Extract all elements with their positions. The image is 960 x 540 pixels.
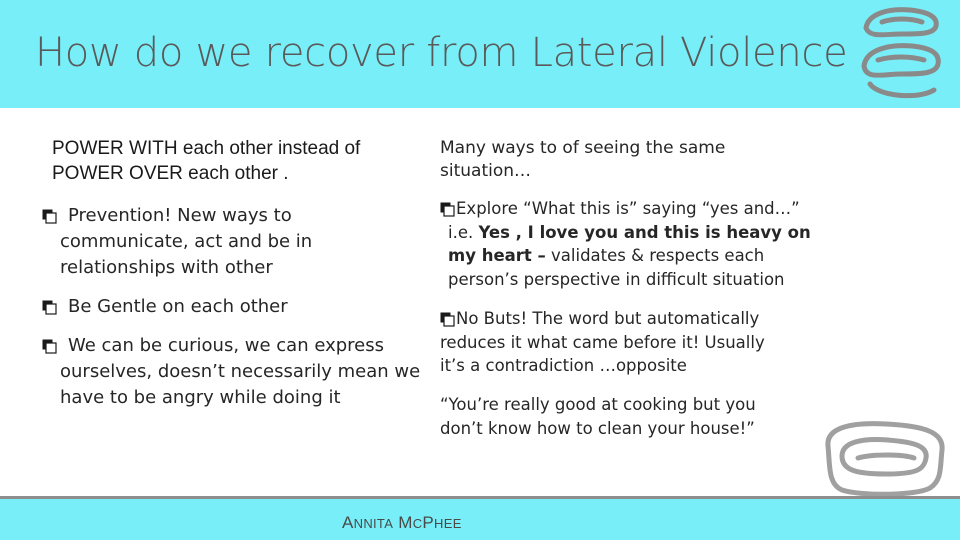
author-part: M xyxy=(398,513,413,532)
left-heading-line: POWER OVER each other . xyxy=(52,163,289,184)
bullet-line: Explore “What this is” saying “yes and…” xyxy=(456,199,800,218)
footer-band xyxy=(0,499,960,540)
bullet-line: it’s a contradiction …opposite xyxy=(440,356,687,375)
checkbox-bullet-icon xyxy=(42,300,57,315)
bullet-line: We can be curious, we can express xyxy=(68,335,385,356)
left-heading-line: POWER WITH each other instead of xyxy=(52,138,361,159)
left-heading xyxy=(52,136,452,186)
quote-line: don’t know how to clean your house!” xyxy=(440,418,755,438)
bullet-line: ourselves, doesn’t necessarily mean we xyxy=(60,361,421,382)
bullet-line: reduces it what came before it! Usually xyxy=(440,332,765,352)
bullet-body xyxy=(448,221,818,292)
left-bullet-gentle xyxy=(60,294,420,320)
author-part: NNITA xyxy=(353,516,394,531)
left-bullet-curious xyxy=(60,333,445,411)
formline-box-icon xyxy=(820,416,950,498)
quote-line: “You’re really good at cooking but you xyxy=(440,395,756,414)
author-name xyxy=(342,513,462,533)
bullet-rest: validates & respects each person’s perspective in difficult situation xyxy=(448,246,785,289)
right-bullet-no-buts xyxy=(440,307,818,378)
right-heading: Many ways to of seeing the same situation… xyxy=(440,138,726,181)
author-part: A xyxy=(342,513,354,532)
author-part: HEE xyxy=(434,516,462,531)
checkbox-bullet-icon xyxy=(440,312,455,327)
bullet-line: have to be angry while doing it xyxy=(60,387,341,408)
right-bullet-explore xyxy=(448,197,848,291)
checkbox-bullet-icon xyxy=(42,339,57,354)
bullet-line: relationships with other xyxy=(60,257,273,278)
bullet-line: Be Gentle on each other xyxy=(68,296,288,317)
author-part: P xyxy=(422,513,435,532)
author-part: C xyxy=(412,516,423,531)
bold-phrase: Yes , I love you and this is heavy on xyxy=(478,222,811,242)
ie-text: i.e. xyxy=(448,222,479,242)
bullet-line: Prevention! New ways to xyxy=(68,205,292,226)
cooking-quote xyxy=(440,393,820,440)
left-bullet-prevention xyxy=(60,203,360,281)
bullet-line: communicate, act and be in xyxy=(60,231,313,252)
formline-logo-icon xyxy=(858,4,944,104)
checkbox-bullet-icon xyxy=(440,202,455,217)
bullet-line: No Buts! The word but automatically xyxy=(456,309,760,328)
checkbox-bullet-icon xyxy=(42,209,57,224)
slide-title: How do we recover from Lateral Violence xyxy=(35,30,848,76)
bold-phrase: my heart – xyxy=(448,246,546,265)
